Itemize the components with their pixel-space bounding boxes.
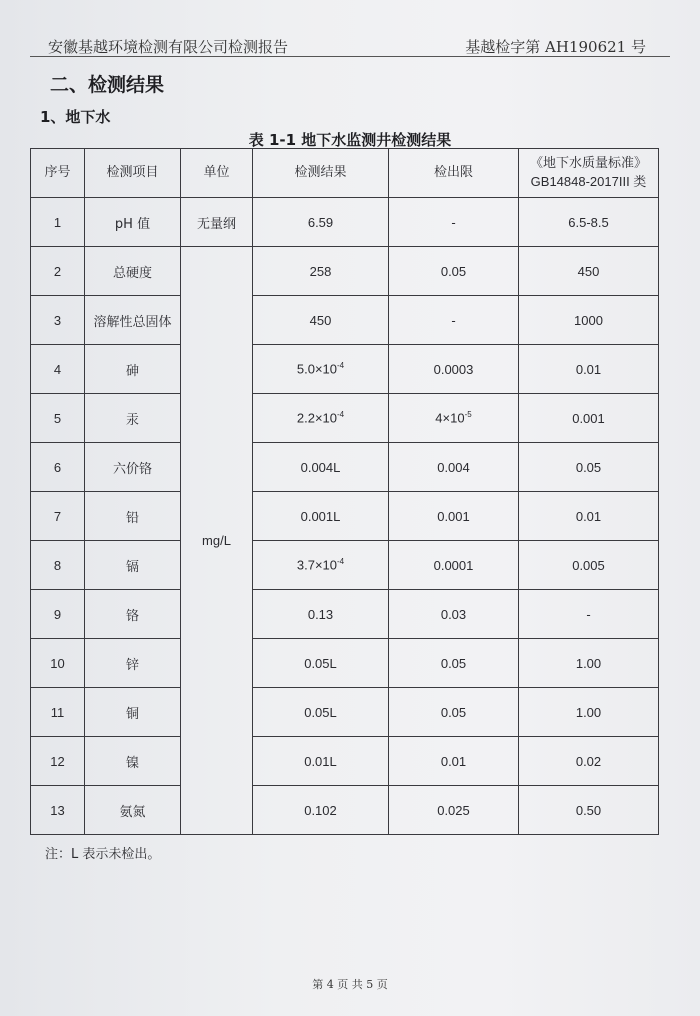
row-standard: 1.00 [519, 688, 659, 737]
result-value: 2.2×10 [296, 410, 337, 426]
row-standard: 0.02 [519, 737, 659, 786]
result-value: 3.7×10 [296, 557, 337, 573]
result-value: 0.05L [304, 655, 337, 671]
col-header-item: 检测项目 [85, 149, 181, 198]
results-table [30, 148, 659, 835]
row-detection-limit [389, 198, 519, 247]
result-value: 450 [309, 312, 332, 328]
row-item: 铅 [85, 492, 181, 541]
row-number: 9 [31, 590, 85, 639]
limit-value: 0.01 [440, 753, 467, 769]
row-result [253, 296, 389, 345]
row-result [253, 590, 389, 639]
col-header-limit: 检出限 [389, 149, 519, 198]
row-unit: 无量纲 [181, 198, 253, 247]
row-item: pH 值 [85, 198, 181, 247]
limit-value: 0.05 [440, 655, 467, 671]
row-standard: - [519, 590, 659, 639]
row-unit-merged: mg/L [181, 247, 253, 835]
limit-value: 0.001 [437, 508, 470, 524]
row-result [253, 394, 389, 443]
row-item: 溶解性总固体 [85, 296, 181, 345]
table-row [31, 198, 659, 247]
table-row [31, 541, 659, 590]
table-row [31, 786, 659, 835]
limit-value: 0.004 [437, 459, 470, 475]
limit-value: 0.025 [437, 802, 470, 818]
table-row [31, 737, 659, 786]
row-result [253, 639, 389, 688]
limit-value: 0.0003 [433, 361, 474, 377]
table-header-row [31, 149, 659, 198]
row-detection-limit [389, 639, 519, 688]
result-value: 0.13 [307, 606, 334, 622]
row-standard: 450 [519, 247, 659, 296]
limit-value: 0.05 [440, 704, 467, 720]
result-exponent: -4 [337, 557, 345, 567]
row-number: 3 [31, 296, 85, 345]
footnote: 注：L 表示未检出。 [45, 847, 161, 862]
row-result [253, 443, 389, 492]
limit-value: - [451, 214, 456, 230]
row-item: 砷 [85, 345, 181, 394]
company-report-title: 安徽基越环境检测有限公司检测报告 [48, 38, 289, 56]
row-standard: 0.005 [519, 541, 659, 590]
row-standard: 1000 [519, 296, 659, 345]
row-item: 铬 [85, 590, 181, 639]
table-row [31, 296, 659, 345]
limit-value: 4×10 [435, 410, 465, 426]
table-title: 表 1-1 地下水监测井检测结果 [248, 131, 452, 149]
table-row [31, 639, 659, 688]
result-value: 5.0×10 [296, 361, 337, 377]
col-header-standard [519, 149, 659, 198]
row-number: 6 [31, 443, 85, 492]
row-result [253, 247, 389, 296]
result-value: 0.01L [304, 753, 337, 769]
row-number: 5 [31, 394, 85, 443]
section-title: 二、检测结果 [50, 74, 165, 96]
row-item: 六价铬 [85, 443, 181, 492]
row-item: 氨氮 [85, 786, 181, 835]
row-number: 7 [31, 492, 85, 541]
row-number: 2 [31, 247, 85, 296]
row-detection-limit [389, 590, 519, 639]
table-row [31, 247, 659, 296]
row-result [253, 688, 389, 737]
subsection-title: 1、地下水 [40, 108, 111, 126]
result-exponent: -4 [337, 410, 345, 420]
row-detection-limit [389, 541, 519, 590]
result-value: 0.102 [304, 802, 337, 818]
row-item: 铜 [85, 688, 181, 737]
row-result [253, 786, 389, 835]
row-number: 10 [31, 639, 85, 688]
page-footer: 第 4 页 共 5 页 [312, 978, 388, 991]
row-result [253, 198, 389, 247]
row-result [253, 345, 389, 394]
row-standard: 0.001 [519, 394, 659, 443]
row-number: 13 [31, 786, 85, 835]
result-value: 6.59 [307, 214, 334, 230]
table-row [31, 394, 659, 443]
row-detection-limit [389, 443, 519, 492]
table-row [31, 443, 659, 492]
row-result [253, 492, 389, 541]
row-result [253, 737, 389, 786]
row-item: 汞 [85, 394, 181, 443]
row-detection-limit [389, 296, 519, 345]
limit-value: 0.0001 [433, 557, 474, 573]
col-header-no: 序号 [31, 149, 85, 198]
row-number: 11 [31, 688, 85, 737]
row-number: 1 [31, 198, 85, 247]
row-standard: 0.01 [519, 345, 659, 394]
result-value: 0.001L [300, 508, 341, 524]
table-row [31, 492, 659, 541]
row-standard: 0.50 [519, 786, 659, 835]
col-header-unit: 单位 [181, 149, 253, 198]
limit-value: 0.05 [440, 263, 467, 279]
row-detection-limit [389, 394, 519, 443]
row-item: 镉 [85, 541, 181, 590]
result-exponent: -4 [337, 361, 345, 371]
row-detection-limit [389, 492, 519, 541]
row-detection-limit [389, 737, 519, 786]
col-header-standard-name: 《地下水质量标准》 [529, 156, 647, 171]
report-number: 基越检字第 AH190621 号 [465, 38, 646, 56]
col-header-standard-class: GB14848-2017III 类 [530, 174, 647, 189]
row-item: 总硬度 [85, 247, 181, 296]
row-detection-limit [389, 247, 519, 296]
result-value: 0.004L [300, 459, 341, 475]
row-detection-limit [389, 345, 519, 394]
table-row [31, 688, 659, 737]
limit-exponent: -5 [464, 410, 472, 420]
result-value: 258 [309, 263, 332, 279]
limit-value: 0.03 [440, 606, 467, 622]
limit-value: - [451, 312, 456, 328]
row-number: 12 [31, 737, 85, 786]
row-detection-limit [389, 688, 519, 737]
page-header [30, 30, 670, 57]
result-value: 0.05L [304, 704, 337, 720]
row-number: 8 [31, 541, 85, 590]
row-number: 4 [31, 345, 85, 394]
row-standard: 6.5-8.5 [519, 198, 659, 247]
row-item: 镍 [85, 737, 181, 786]
row-item: 锌 [85, 639, 181, 688]
row-result [253, 541, 389, 590]
table-row [31, 590, 659, 639]
table-row [31, 345, 659, 394]
row-standard: 0.05 [519, 443, 659, 492]
row-standard: 0.01 [519, 492, 659, 541]
col-header-result: 检测结果 [253, 149, 389, 198]
row-detection-limit [389, 786, 519, 835]
row-standard: 1.00 [519, 639, 659, 688]
